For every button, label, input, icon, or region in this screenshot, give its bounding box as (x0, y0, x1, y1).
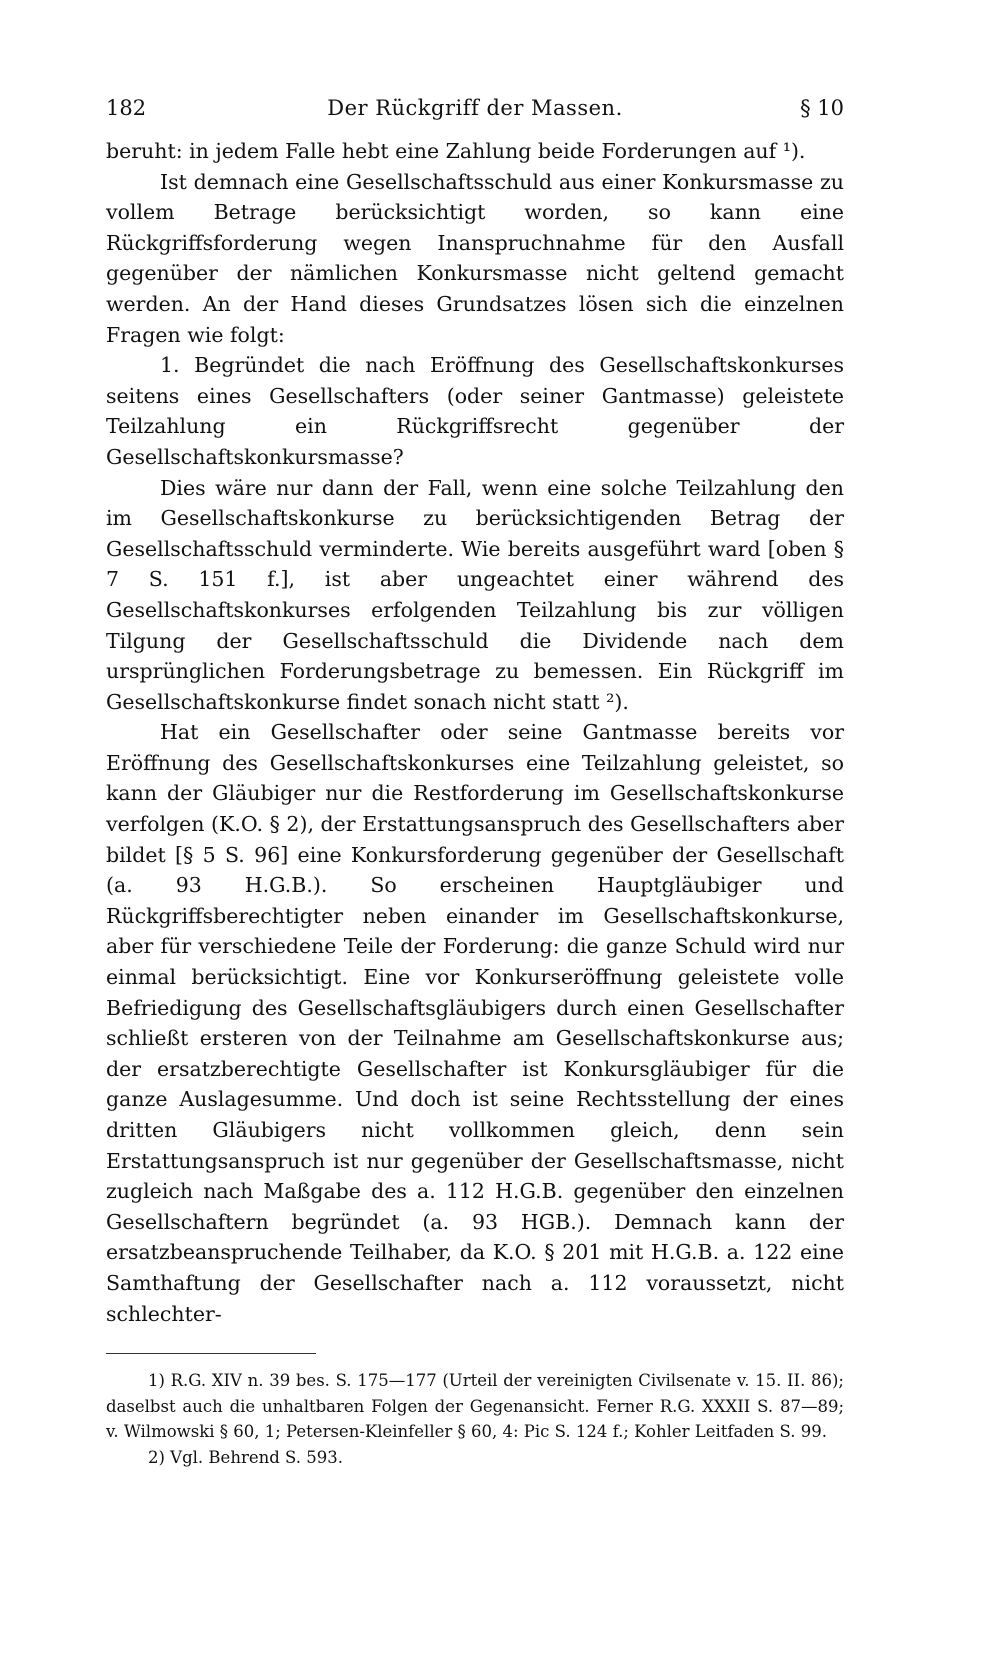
paragraph: Hat ein Gesellschafter oder seine Gantmasse bereits vor Eröffnung des Gesellschaftskonkurses eine Teilzahlung geleistet, so kann der Gläubiger nur die Restforderung im Gesellschaftskonkurse verfolgen (K.O. § 2), der Erstattungsanspruch des Gesellschafters aber bildet [§ 5 S. 96] eine Konkursforderung gegenüber der Gesellschaft (a. 93 H.G.B.). So erscheinen Hauptgläubiger und Rückgriffsberechtigter neben einander im Gesellschaftskonkurse, aber für verschiedene Teile der Forderung: die ganze Schuld wird nur einmal berücksichtigt. Eine vor Konkurseröffnung geleistete volle Befriedigung des Gesellschaftsgläubigers durch einen Gesellschafter schließt ersteren von der Teilnahme am Gesellschaftskonkurse aus; der ersatzberechtigte Gesellschafter ist Konkursgläubiger für die ganze Auslagesumme. Und doch ist seine Rechtsstellung der eines dritten Gläubigers nicht vollkommen gleich, denn sein Erstattungsanspruch ist nur gegenüber der Gesellschaftsmasse, nicht zugleich nach Maßgabe des a. 112 H.G.B. gegenüber den einzelnen Gesellschaftern begründet (a. 93 HGB.). Demnach kann der ersatzbeanspruchende Teilhaber, da K.O. § 201 mit H.G.B. a. 122 eine Samthaftung der Gesellschafter nach a. 112 voraussetzt, nicht schlechter- (106, 720, 844, 1326)
paragraph-question-1: 1. Begründet die nach Eröffnung des Gesellschaftskonkurses seitens eines Gesellschafters (oder seiner Gantmasse) geleistete Teilzahlung ein Rückgriffsrecht gegenüber der Gesellschaftskonkursmasse? (106, 353, 844, 469)
body-text (106, 136, 844, 1329)
running-title: Der Rückgriff der Massen. (327, 96, 623, 120)
page-header (106, 96, 844, 136)
footnote-divider (106, 1353, 316, 1354)
footnote-2: 2) Vgl. Behrend S. 593. (148, 1447, 343, 1467)
section-marker: § 10 (800, 96, 844, 120)
paragraph: Ist demnach eine Gesellschaftsschuld aus einer Konkursmasse zu vollem Betrage berücksichtigt worden, so kann eine Rückgriffsforderung wegen Inanspruchnahme für den Ausfall gegenüber der nämlichen Konkursmasse nicht geltend gemacht werden. An der Hand dieses Grundsatzes lösen sich die einzelnen Fragen wie folgt: (106, 169, 844, 347)
footnotes (106, 1368, 844, 1470)
paragraph: Dies wäre nur dann der Fall, wenn eine solche Teilzahlung den im Gesellschaftskonkurse zu berücksichtigenden Betrag der Gesellschaftsschuld verminderte. Wie bereits ausgeführt ward [oben § 7 S. 151 f.], ist aber ungeachtet einer während des Gesellschaftskonkurses erfolgenden Teilzahlung bis zur völligen Tilgung der Gesellschaftsschuld die Dividende nach dem ursprünglichen Forderungsbetrage zu bemessen. Ein Rückgriff im Gesellschaftskonkurse findet sonach nicht statt ²). (106, 475, 844, 714)
page (106, 96, 844, 1470)
footnote-1: 1) R.G. XIV n. 39 bes. S. 175—177 (Urteil der vereinigten Civilsenate v. 15. II. 86); daselbst auch die unhaltbaren Folgen der Gegenansicht. Ferner R.G. XXXII S. 87—89; v. Wilmowski § 60, 1; Petersen-Kleinfeller § 60, 4: Pic S. 124 f.; Kohler Leitfaden S. 99. (106, 1371, 844, 1442)
page-number: 182 (106, 96, 147, 120)
paragraph-continuation: beruht: in jedem Falle hebt eine Zahlung beide Forderungen auf ¹). (106, 139, 806, 163)
